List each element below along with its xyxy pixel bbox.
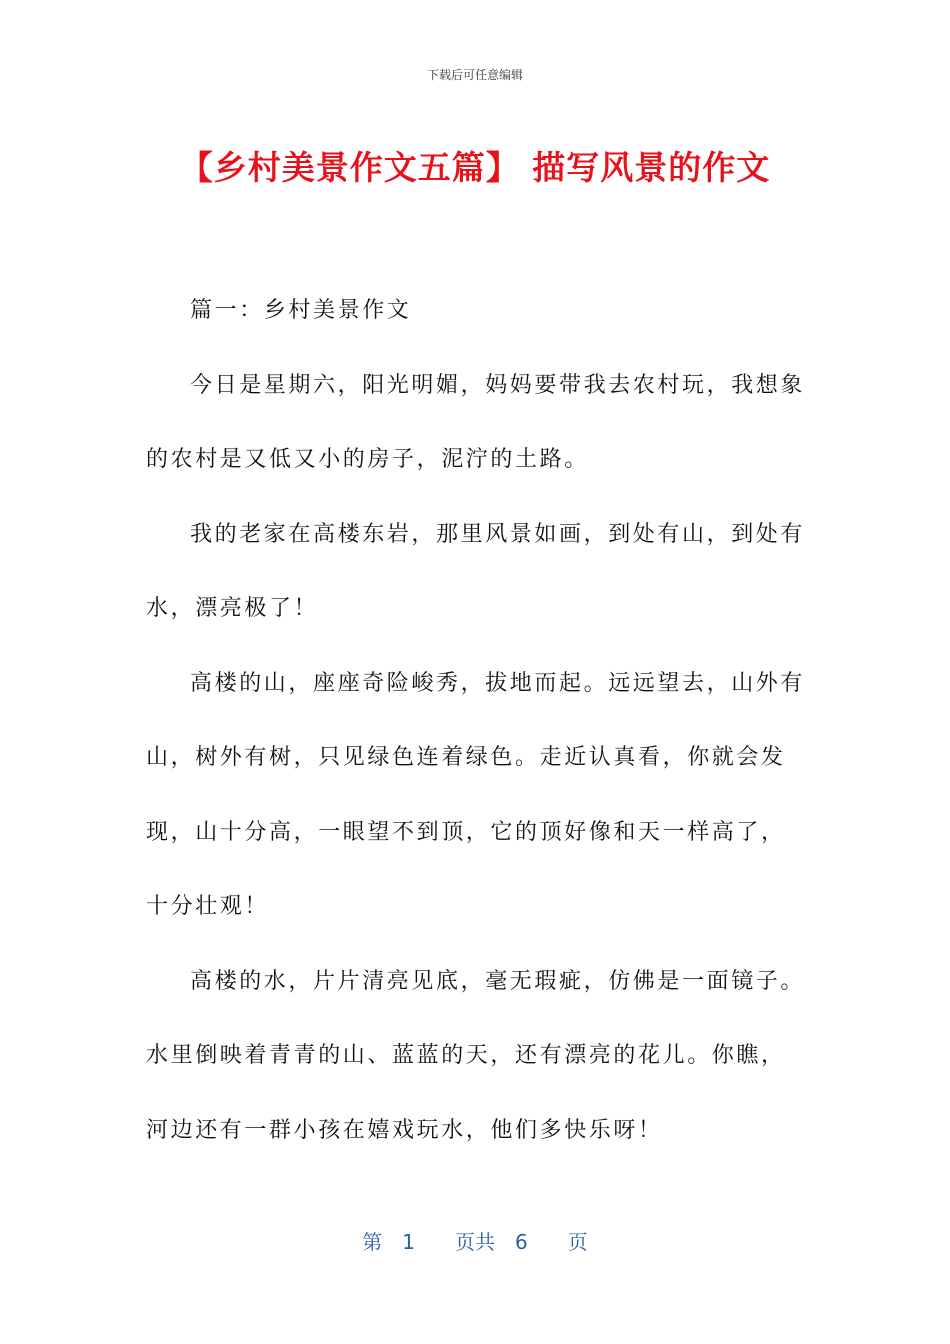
page-title: 【乡村美景作文五篇】 描写风景的作文 (179, 148, 771, 187)
paragraph-4: 高楼的水，片片清亮见底，毫无瑕疵，仿佛是一面镜子。水里倒映着青青的山、蓝蓝的天，还有漂亮的花儿。你瞧，河边还有一群小孩在嬉戏玩水，他们多快乐呀！ (146, 968, 806, 1143)
paragraph-1: 今日是星期六，阳光明媚，妈妈要带我去农村玩，我想象的农村是又低又小的房子，泥泞的土路。 (146, 372, 806, 472)
paragraph-2: 我的老家在高楼东岩，那里风景如画，到处有山，到处有水，漂亮极了！ (146, 521, 806, 621)
paragraph-3: 高楼的山，座座奇险峻秀，拔地而起。远远望去，山外有山，树外有树，只见绿色连着绿色。走近认真看，你就会发现，山十分高，一眼望不到顶，它的顶好像和天一样高了，十分壮观！ (146, 670, 806, 919)
page-number-footer: 第 1 页共 6 页 (362, 1230, 588, 1254)
header-note: 下载后可任意编辑 (426, 68, 523, 82)
article-body (146, 274, 806, 1168)
paragraph-section-heading: 篇一：乡村美景作文 (190, 298, 412, 323)
